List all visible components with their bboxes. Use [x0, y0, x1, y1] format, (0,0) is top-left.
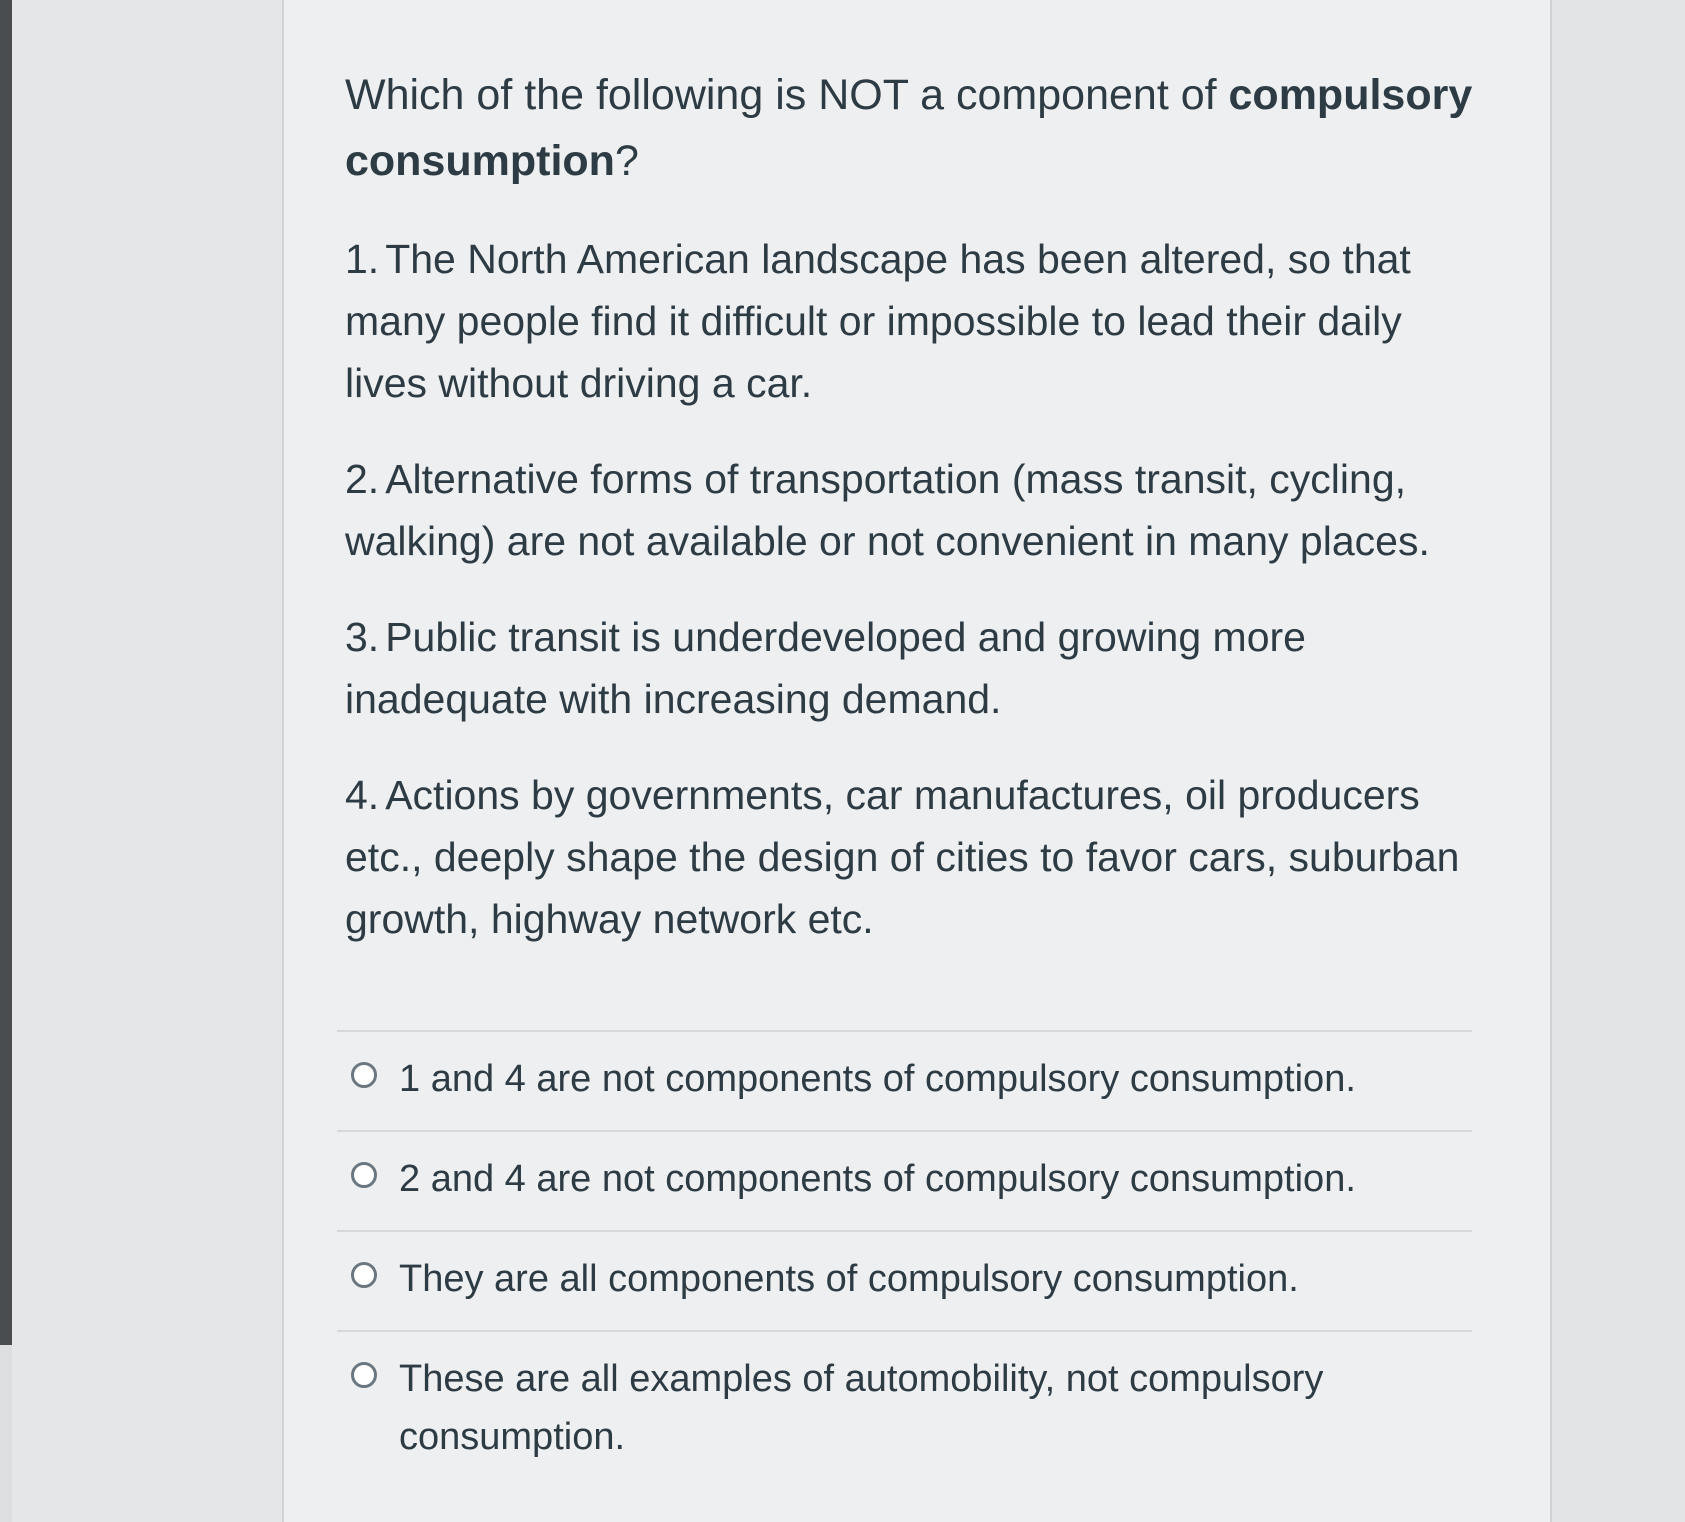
- question-prompt-end: ?: [614, 137, 639, 185]
- statement-number: 2.: [345, 456, 380, 502]
- right-margin: [1552, 0, 1685, 1522]
- answer-label[interactable]: These are all examples of automobility, not compulsory consumption.: [399, 1358, 1324, 1458]
- radio-button[interactable]: [351, 1162, 377, 1188]
- answer-option-2[interactable]: [337, 1132, 1472, 1232]
- answer-option-4[interactable]: [337, 1332, 1472, 1488]
- left-margin: [12, 0, 282, 1522]
- statement-text: Actions by governments, car manufactures, oil producers etc., deeply shape the design of cities to favor cars, suburban growth, highway network etc.: [345, 772, 1460, 942]
- answer-option-3[interactable]: [337, 1232, 1472, 1332]
- radio-button[interactable]: [351, 1362, 377, 1388]
- statement-text: Public transit is underdeveloped and growing more inadequate with increasing demand.: [345, 614, 1306, 722]
- answer-label[interactable]: They are all components of compulsory consumption.: [399, 1258, 1299, 1300]
- statement-2: [345, 448, 1495, 572]
- window-left-edge: [0, 0, 12, 1345]
- answer-option-1[interactable]: [337, 1032, 1472, 1132]
- statement-4: [345, 764, 1495, 950]
- statement-3: [345, 606, 1495, 730]
- question-prompt: [345, 62, 1495, 194]
- answer-label[interactable]: 1 and 4 are not components of compulsory consumption.: [399, 1058, 1356, 1100]
- question-text: [345, 62, 1495, 950]
- answer-label[interactable]: 2 and 4 are not components of compulsory consumption.: [399, 1158, 1356, 1200]
- answer-list: [337, 1030, 1472, 1488]
- statement-1: [345, 228, 1495, 414]
- statement-number: 1.: [345, 236, 380, 282]
- statement-number: 3.: [345, 614, 380, 660]
- radio-button[interactable]: [351, 1262, 377, 1288]
- question-prompt-term: compulsory consumption: [345, 71, 1473, 185]
- statement-number: 4.: [345, 772, 380, 818]
- statement-text: Alternative forms of transportation (mass transit, cycling, walking) are not available or not convenient in many places.: [345, 456, 1430, 564]
- statement-text: The North American landscape has been altered, so that many people find it difficult or impossible to lead their daily lives without driving a car.: [345, 236, 1411, 406]
- question-prompt-start: Which of the following is NOT a component of: [345, 71, 1229, 119]
- radio-button[interactable]: [351, 1062, 377, 1088]
